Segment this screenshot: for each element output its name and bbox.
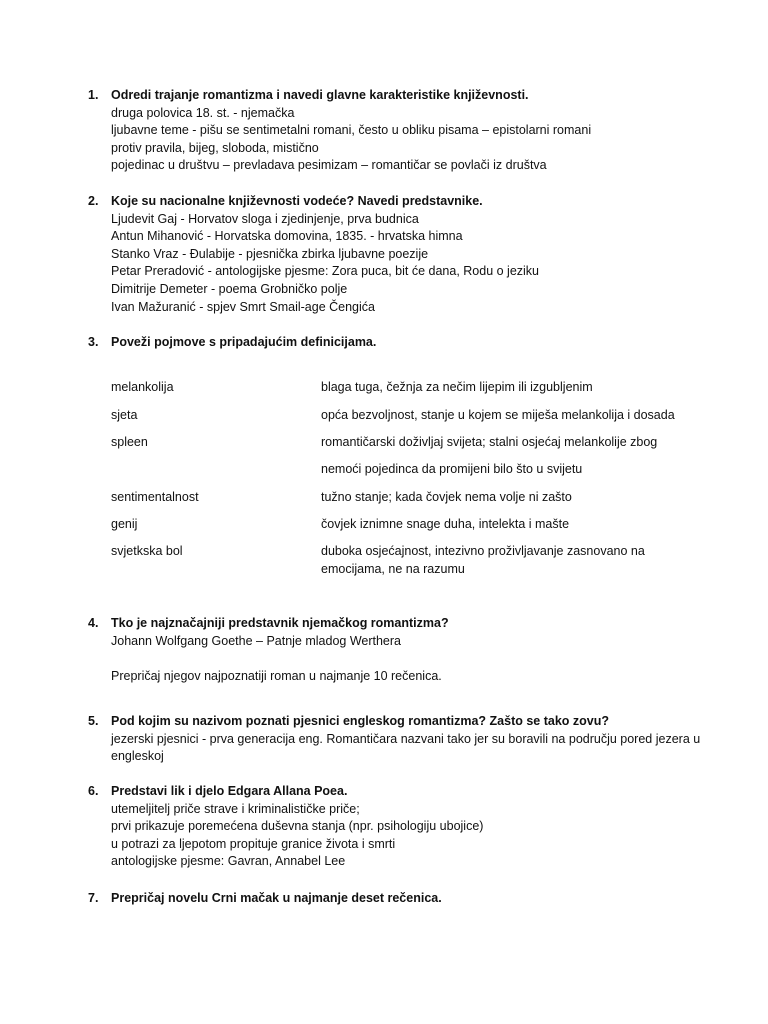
question-title: Poveži pojmove s pripadajućim definicijama. [111,335,377,349]
definition: nemoći pojedinca da promijeni bilo što u svijetu [321,462,583,476]
answer-line: ljubavne teme - pišu se sentimetalni romani, često u obliku pisama – epistolarni romani [111,123,592,138]
definition: romantičarski doživljaj svijeta; stalni osjećaj melankolije zbog [321,435,658,449]
question-6 [88,783,728,871]
question-number: 3. [88,335,99,349]
question-7 [88,890,728,908]
answer-line: u potrazi za ljepotom propituje granice života i smrti [111,836,396,851]
answer-line: pojedinac u društvu – prevladava pesimizam – romantičar se povlači iz društva [111,158,547,173]
answer-line: prvi prikazuje poremećena duševna stanja (npr. psihologiju ubojice) [111,819,484,834]
question-4 [88,615,728,685]
answer-line: druga polovica 18. st. - njemačka [111,105,295,120]
question-title: Pod kojim su nazivom poznati pjesnici engleskog romantizma? Zašto se tako zovu? [111,714,610,728]
question-number: 6. [88,784,99,798]
question-body [111,890,728,908]
question-2 [88,193,728,316]
definition: blaga tuga, čežnja za nečim lijepim ili izgubljenim [321,380,593,394]
term: sentimentalnost [111,490,199,504]
blank-line [111,650,728,668]
question-body [111,713,701,766]
question-1 [88,87,728,175]
question-body [111,615,728,685]
answer-line: Dimitrije Demeter - poema Grobničko polje [111,281,348,296]
question-number: 1. [88,88,99,102]
question-title: Predstavi lik i djelo Edgara Allana Poea. [111,784,348,798]
answer-line: protiv pravila, bijeg, sloboda, mistično [111,140,319,155]
question-body [111,193,728,316]
definition: tužno stanje; kada čovjek nema volje ni zašto [321,490,572,504]
question-5 [88,713,728,766]
definition: duboka osjećajnost, intezivno proživljavanje zasnovano na emocijama, ne na razumu [321,544,645,576]
answer-line: antologijske pjesme: Gavran, Annabel Lee [111,854,346,869]
question-title: Tko je najznačajniji predstavnik njemačkog romantizma? [111,616,449,630]
answer-line: Antun Mihanović - Horvatska domovina, 1835. - hrvatska himna [111,229,463,244]
term: svjetkska bol [111,544,183,558]
question-body [111,783,728,871]
term: genij [111,517,138,531]
question-number: 4. [88,616,99,630]
question-number: 2. [88,194,99,208]
task-line: Prepričaj njegov najpoznatiji roman u najmanje 10 rečenica. [111,668,442,683]
definition: opća bezvoljnost, stanje u kojem se miješa melankolija i dosada [321,408,675,422]
question-title: Prepričaj novelu Crni mačak u najmanje deset rečenica. [111,891,442,905]
answer-line: Ivan Mažuranić - spjev Smrt Smail-age Čengića [111,299,375,314]
answer-line: utemeljitelj priče strave i kriminalističke priče; [111,801,360,816]
question-number: 7. [88,891,99,905]
answer-line: Johann Wolfgang Goethe – Patnje mladog Werthera [111,633,402,648]
term: spleen [111,435,148,449]
question-number: 5. [88,714,99,728]
question-body [111,87,728,175]
question-body [111,334,728,352]
question-title: Odredi trajanje romantizma i navedi glavne karakteristike književnosti. [111,88,529,102]
answer-line: Ljudevit Gaj - Horvatov sloga i zjedinjenje, prva budnica [111,211,419,226]
definition: čovjek iznimne snage duha, intelekta i mašte [321,517,570,531]
question-3 [88,334,728,352]
answer-line: jezerski pjesnici - prva generacija eng. Romantičara nazvani tako jer su boravili na području pored jezera u engleskoj [111,731,701,764]
question-title: Koje su nacionalne književnosti vodeće? Navedi predstavnike. [111,194,483,208]
term: melankolija [111,380,174,394]
answer-line: Stanko Vraz - Đulabije - pjesnička zbirka ljubavne poezije [111,246,429,261]
term: sjeta [111,408,138,422]
answer-line: Petar Preradović - antologijske pjesme: Zora puca, bit će dana, Rodu o jeziku [111,264,540,279]
